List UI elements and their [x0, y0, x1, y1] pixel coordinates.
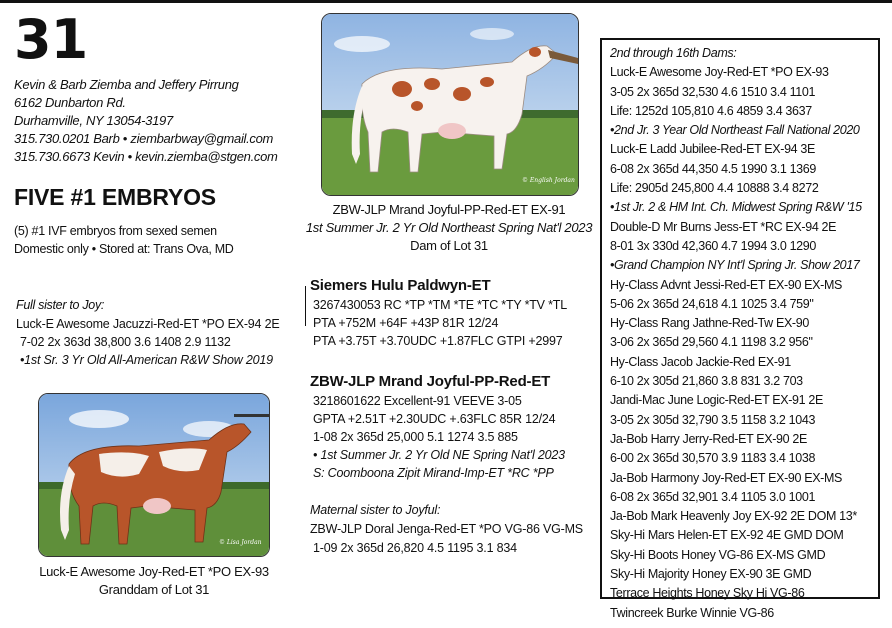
granddam-caption-name: Luck-E Awesome Joy-Red-ET *PO EX-93	[39, 564, 269, 579]
dams-box-title: 2nd through 16th Dams:	[610, 46, 737, 60]
dam-line3: 1-08 2x 365d 25,000 5.1 1274 3.5 885	[313, 430, 518, 444]
sire-line1: 3267430053 RC *TP *TM *TE *TC *TY *TV *TL	[313, 298, 567, 312]
dam-line4: • 1st Summer Jr. 2 Yr Old NE Spring Nat'l 2023	[313, 448, 565, 462]
dam-entry-name: Jandi-Mac June Logic-Red-ET EX-91 2E	[610, 393, 823, 408]
sire-line2: PTA +752M +64F +43P 81R 12/24	[313, 316, 499, 330]
consignor-names: Kevin & Barb Ziemba and Jeffery Pirrung	[14, 77, 239, 92]
dam-caption-award: 1st Summer Jr. 2 Yr Old Northeast Spring Nat'l 2023	[305, 220, 593, 235]
dam-entry-record: 6-00 2x 365d 30,570 3.9 1183 3.4 1038	[610, 451, 816, 466]
dam-entry-award: •2nd Jr. 3 Year Old Northeast Fall National 2020	[610, 123, 860, 138]
consignor-phone-kevin: 315.730.6673 Kevin • kevin.ziemba@stgen.com	[14, 149, 278, 164]
sire-name: Siemers Hulu Paldwyn-ET	[310, 277, 491, 294]
dam-entry-record: 6-08 2x 365d 44,350 4.5 1990 3.1 1369	[610, 161, 816, 176]
consignor-address2: Durhamville, NY 13054-3197	[14, 113, 173, 128]
photo-credit-top: © English Jordan	[522, 177, 575, 184]
dam-line2: GPTA +2.51T +2.30UDC +.63FLC 85R 12/24	[313, 412, 556, 426]
sire-bracket	[305, 286, 306, 326]
dam-entry-record: 6-08 2x 365d 32,901 3.4 1105 3.0 1001	[610, 489, 816, 504]
dam-line1: 3218601622 Excellent-91 VEEVE 3-05	[313, 394, 522, 408]
dam-entry-name: Ja-Bob Harmony Joy-Red-ET EX-90 EX-MS	[610, 470, 843, 485]
dam-name: ZBW-JLP Mrand Joyful-PP-Red-ET	[310, 373, 551, 390]
dam-entry-record: 8-01 3x 330d 42,360 4.7 1994 3.0 1290	[610, 238, 816, 253]
full-sister-name: Luck-E Awesome Jacuzzi-Red-ET *PO EX-94 2E	[16, 317, 280, 331]
full-sister-record: 7-02 2x 363d 38,800 3.6 1408 2.9 1132	[20, 335, 231, 349]
dam-entry-name: Sky-Hi Boots Honey VG-86 EX-MS GMD	[610, 547, 826, 562]
maternal-sister-label: Maternal sister to Joyful:	[310, 503, 441, 517]
photo-credit-bottom: © Lisa Jordan	[219, 539, 262, 546]
dam-entry-name: Terrace Heights Honey Sky Hi VG-86	[610, 586, 805, 601]
top-rule	[0, 0, 892, 3]
consignor-contact	[14, 76, 278, 166]
maternal-sister-record: 1-09 2x 365d 26,820 4.5 1195 3.1 834	[313, 541, 517, 555]
dam-photo	[321, 13, 579, 196]
lot-number: 31	[14, 8, 88, 71]
dam-entry-record: 5-06 2x 365d 24,618 4.1 1025 3.4 759"	[610, 296, 814, 311]
cow-photo-illustration-bottom	[39, 394, 269, 556]
granddam-photo	[38, 393, 270, 557]
full-sister-award: •1st Sr. 3 Yr Old All-American R&W Show 2019	[20, 353, 273, 367]
dam-entry-record: 3-05 2x 305d 32,790 3.5 1158 3.2 1043	[610, 412, 816, 427]
sire-line3: PTA +3.75T +3.70UDC +1.87FLC GTPI +2997	[313, 334, 563, 348]
dam-caption-relation: Dam of Lot 31	[410, 238, 488, 253]
dam-entry-name: Ja-Bob Harry Jerry-Red-ET EX-90 2E	[610, 431, 807, 446]
dam-entry-record: 3-06 2x 365d 29,560 4.1 1198 3.2 956"	[610, 335, 813, 350]
dam-entry-name: Hy-Class Rang Jathne-Red-Tw EX-90	[610, 316, 809, 331]
dam-entry-lifetime: Life: 2905d 245,800 4.4 10888 3.4 8272	[610, 181, 819, 196]
offering-headline: FIVE #1 EMBRYOS	[14, 184, 216, 210]
dams-list	[610, 63, 878, 623]
dam-entry-lifetime: Life: 1252d 105,810 4.6 4859 3.4 3637	[610, 103, 812, 118]
dam-entry-record: 3-05 2x 365d 32,530 4.6 1510 3.4 1101	[610, 84, 816, 99]
cow-photo-illustration	[322, 14, 578, 195]
granddam-caption-relation: Granddam of Lot 31	[98, 582, 210, 597]
dam-entry-name: Ja-Bob Mark Heavenly Joy EX-92 2E DOM 13*	[610, 509, 857, 524]
dam-entry-name: Twincreek Burke Winnie VG-86	[610, 605, 774, 620]
dam-entry-name: Luck-E Ladd Jubilee-Red-ET EX-94 3E	[610, 142, 815, 157]
dam-entry-name: Double-D Mr Burns Jess-ET *RC EX-94 2E	[610, 219, 837, 234]
maternal-sister-name: ZBW-JLP Doral Jenga-Red-ET *PO VG-86 VG-MS	[310, 522, 583, 536]
dams-box	[600, 38, 880, 620]
dam-entry-record: 6-10 2x 305d 21,860 3.8 831 3.2 703	[610, 374, 803, 389]
dam-entry-name: Luck-E Awesome Joy-Red-ET *PO EX-93	[610, 65, 829, 80]
dam-entry-name: Hy-Class Jacob Jackie-Red EX-91	[610, 354, 791, 369]
dam-entry-name: Hy-Class Advnt Jessi-Red-ET EX-90 EX-MS	[610, 277, 843, 292]
offering-line1: (5) #1 IVF embryos from sexed semen	[14, 224, 217, 238]
consignor-phone-barb: 315.730.0201 Barb • ziembarbway@gmail.com	[14, 131, 274, 146]
offering-line2: Domestic only • Stored at: Trans Ova, MD	[14, 242, 234, 256]
full-sister-label: Full sister to Joy:	[16, 298, 105, 312]
dam-entry-award: •Grand Champion NY Int'l Spring Jr. Show 2017	[610, 258, 860, 273]
dam-caption-name: ZBW-JLP Mrand Joyful-PP-Red-ET EX-91	[332, 202, 566, 217]
dam-entry-award: •1st Jr. 2 & HM Int. Ch. Midwest Spring R&W '15	[610, 200, 862, 215]
consignor-address1: 6162 Dunbarton Rd.	[14, 95, 126, 110]
dam-line5: S: Coomboona Zipit Mirand-Imp-ET *RC *PP	[313, 466, 554, 480]
dam-entry-name: Sky-Hi Majority Honey EX-90 3E GMD	[610, 567, 812, 582]
dam-entry-name: Sky-Hi Mars Helen-ET EX-92 4E GMD DOM	[610, 528, 844, 543]
